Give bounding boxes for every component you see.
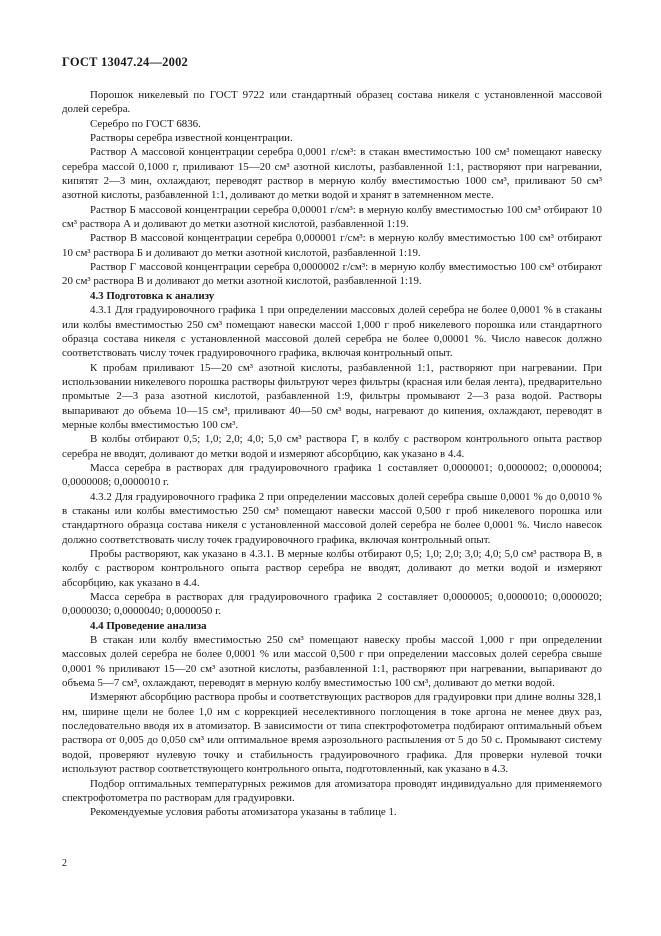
paragraph: Измеряют абсорбцию раствора пробы и соответствующих растворов для градуировки при длине волны 328,1 нм, ширине щели не более 1,0 нм с коррекцией неселективного поглощения в токе аргона не менее двух раз, последовательно вводя их в атомизатор. В зависимости от типа спектрофотометра подбирают оптимальный объем раствора от 0,005 до 0,050 см³ или оптимальное время аэрозольного распыления от 5 до 50 с. Промывают систему водой, проверяют нулевую точку и стабильность градуировочного графика. Для проверки нулевой точки используют раствор соответствующего контрольного опыта, подготовленный, как указано в 4.3. — [62, 691, 602, 776]
paragraph: В колбы отбирают 0,5; 1,0; 2,0; 4,0; 5,0 см³ раствора Г, в колбу с раствором контрольного опыта раствор серебра не вводят, доливают до метки водой и измеряют абсорбцию, как указано в 4.4. — [62, 433, 602, 460]
section-heading: 4.4 Проведение анализа — [90, 619, 207, 632]
paragraph: 4.3.1 Для градуировочного графика 1 при определении массовых долей серебра не более 0,0001 % в стаканы или колбы вместимостью 250 см³ помещают навески массой 1,000 г проб никелевого порошка или стандартного образца состава никеля с установленной массовой долей серебра не более 0,00001 %. Число навесок должно соответствовать числу точек градуировочного графика, включая контрольный опыт. — [62, 304, 602, 360]
document-page — [62, 55, 602, 820]
document-body — [62, 88, 602, 820]
paragraph: Раствор Г массовой концентрации серебра 0,0000002 г/см³: в мерную колбу вместимостью 100 см³ отбирают 20 см³ раствора В и доливают до метки азотной кислотой, разбавленной 1:19. — [62, 261, 602, 288]
paragraph: К пробам приливают 15—20 см³ азотной кислоты, разбавленной 1:1, растворяют при нагревании. При использовании никелевого порошка растворы фильтруют через фильтры (красная или белая лента), предварительно промытые 2—3 раза азотной кислотой, разбавленной 1:9, фильтры промывают 2—3 раза водой. Растворы выпаривают до объема 10—15 см³, приливают 40—50 см³ воды, нагревают до кипения, охлаждают, переводят в мерные колбы вместимостью 100 см³. — [62, 361, 602, 431]
paragraph: Раствор В массовой концентрации серебра 0,000001 г/см³: в мерную колбу вместимостью 100 см³ отбирают 10 см³ раствора Б и доливают до метки азотной кислотой, разбавленной 1:19. — [62, 232, 602, 259]
paragraph: Серебро по ГОСТ 6836. — [90, 117, 201, 130]
page-number: 2 — [62, 858, 67, 869]
paragraph: Порошок никелевый по ГОСТ 9722 или стандартный образец состава никеля с установленной массовой долей серебра. — [62, 89, 602, 116]
paragraph: 4.3.2 Для градуировочного графика 2 при определении массовых долей серебра свыше 0,0001 % до 0,0010 % в стаканы или колбы вместимостью 250 см³ помещают навески массой 0,500 г проб никелевого порошка или стандартного образца состава никеля с установленной массовой долей серебра не более 0,0001 %. Число навесок должно соответствовать числу точек градуировочного графика, включая контрольный опыт. — [62, 490, 602, 546]
section-heading: 4.3 Подготовка к анализу — [90, 289, 215, 302]
paragraph: Растворы серебра известной концентрации. — [90, 132, 293, 145]
paragraph: Пробы растворяют, как указано в 4.3.1. В мерные колбы отбирают 0,5; 1,0; 2,0; 3,0; 4,0; 5,0 см³ раствора В, в колбу с раствором контрольного опыта раствор серебра не вводят, доливают до метки водой и измеряют абсорбцию, как указано в 4.4. — [62, 548, 602, 589]
document-header: ГОСТ 13047.24—2002 — [62, 55, 188, 69]
paragraph: Масса серебра в растворах для градуировочного графика 1 составляет 0,0000001; 0,0000002; 0,0000004; 0,0000008; 0,0000010 г. — [62, 461, 602, 489]
paragraph: Рекомендуемые условия работы атомизатора указаны в таблице 1. — [90, 806, 397, 819]
paragraph: В стакан или колбу вместимостью 250 см³ помещают навеску пробы массой 1,000 г при определении массовых долей серебра не более 0,0001 % или массой 0,500 г при определении массовых долей серебра свыше 0,0001 % приливают 15—20 см³ азотной кислоты, разбавленной 1:1, растворяют при нагревании, выпаривают до объема 5—7 см³, охлаждают, переводят в мерную колбу вместимостью 100 см³, доливают до метки водой. — [62, 634, 602, 690]
paragraph: Подбор оптимальных температурных режимов для атомизатора проводят индивидуально для применяемого спектрофотометра по растворам для градуировки. — [62, 777, 602, 804]
paragraph: Раствор А массовой концентрации серебра 0,0001 г/см³: в стакан вместимостью 100 см³ помещают навеску серебра массой 0,1000 г, приливают 15—20 см³ азотной кислоты, разбавленной 1:1, растворяют при нагревании, кипятят 2—3 мин, охлаждают, переводят раствор в мерную колбу вместимостью 1000 см³, приливают 50 см³ азотной кислоты, разбавленной 1:1, доливают до метки водой и хранят в затемненном месте. — [62, 146, 602, 202]
paragraph: Масса серебра в растворах для градуировочного графика 2 составляет 0,0000005; 0,0000010; 0,0000020; 0,0000030; 0,0000040; 0,0000050 г. — [62, 591, 602, 618]
paragraph: Раствор Б массовой концентрации серебра 0,00001 г/см³: в мерную колбу вместимостью 100 см³ отбирают 10 см³ раствора А и доливают до метки азотной кислотой, разбавленной 1:19. — [62, 203, 602, 231]
